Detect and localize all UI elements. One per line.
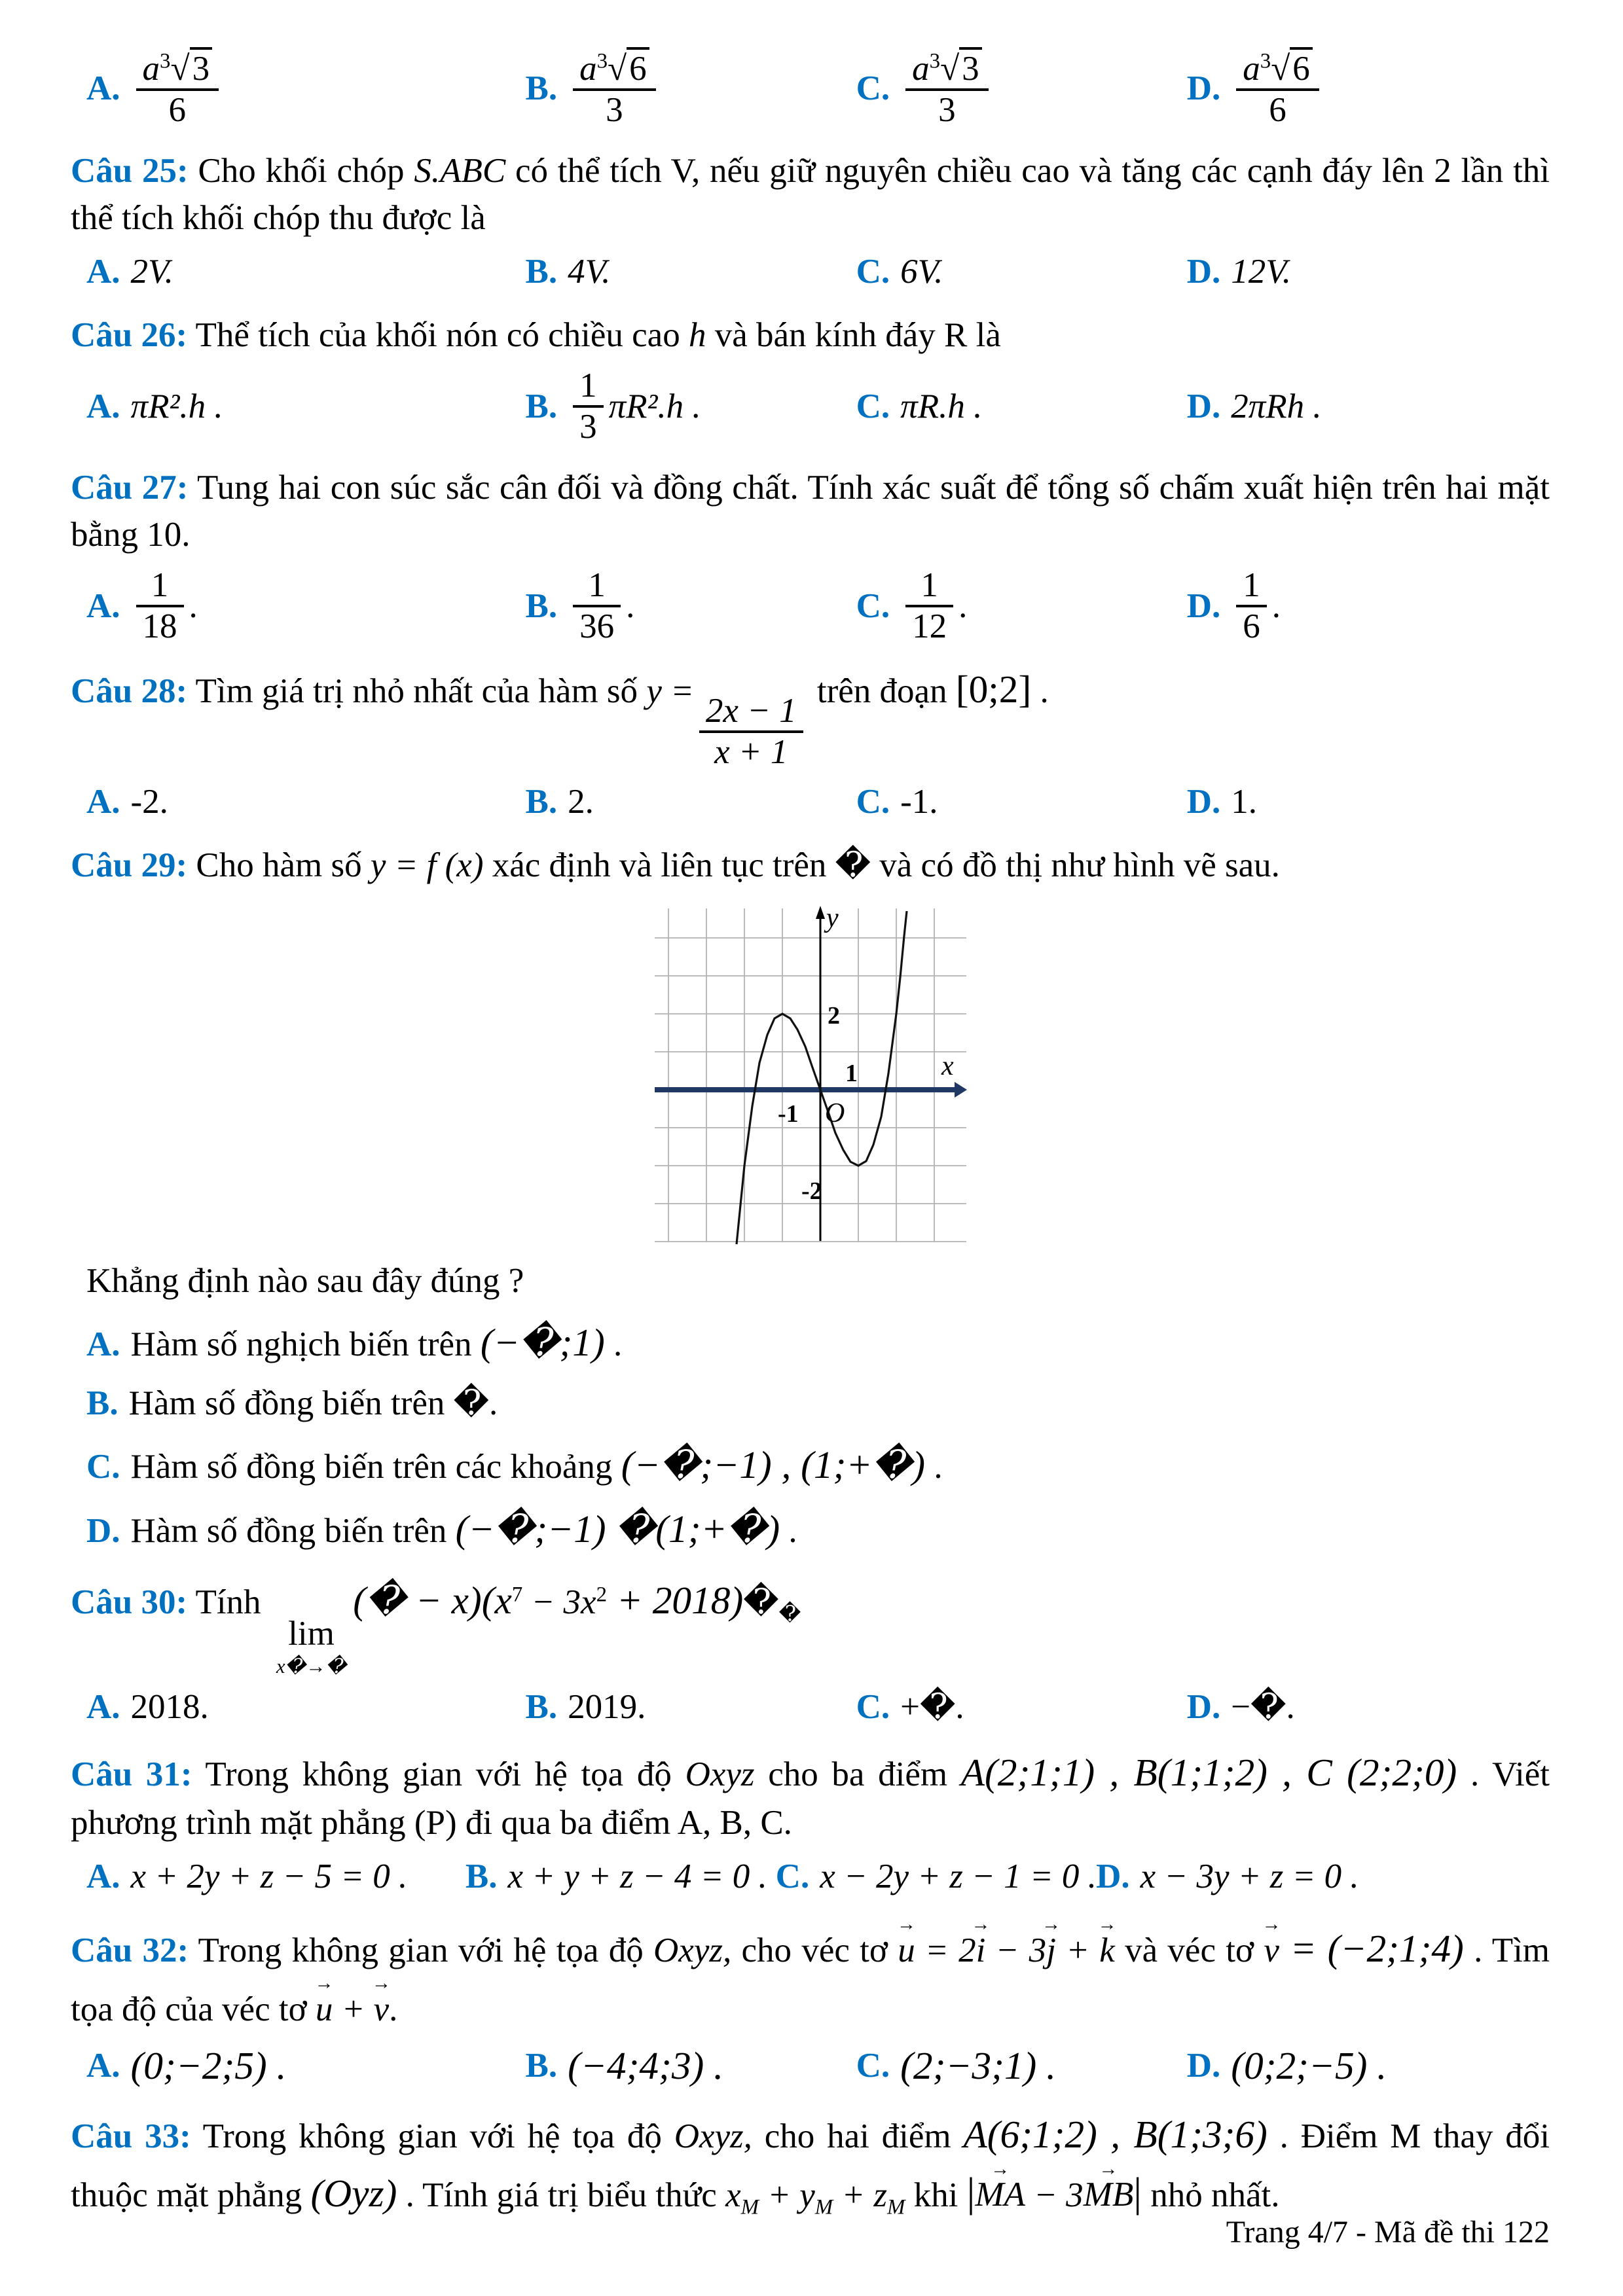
math-run: + [1055,1931,1100,1970]
option-letter: A. [86,1687,120,1726]
math-run: [0;2] [955,668,1032,711]
text-run: Cho hàm số [196,846,371,885]
option-text: Hàm số nghịch biến trên [130,1325,481,1364]
option-c [856,780,1187,825]
option-text: 12V. [1231,252,1292,291]
question-text [71,1574,1550,1676]
option-d [1187,780,1550,825]
option-text: x + 2y + z − 5 = 0 . [130,1857,408,1896]
option-a [86,1685,526,1730]
option-a [86,249,526,295]
subscript: M [740,2195,759,2219]
fraction-numerator: 1 [1236,566,1267,607]
option-text: -2. [130,783,168,821]
option-text: (0;2;−5) . [1231,2043,1387,2087]
question-label: Câu 25: [71,151,189,190]
fraction [136,566,184,647]
text-run: Trong không gian với hệ tọa độ [202,2117,674,2155]
math-run: A(6;1;2) , B(1;3;6) [963,2112,1267,2156]
variable: a [912,50,930,88]
options-row [71,2041,1550,2091]
text-run: khi [905,2176,967,2214]
options-row [71,367,1550,447]
vector-MB: → MB [1084,2171,1134,2218]
option-end: . [626,586,635,625]
option-d [1096,1854,1550,1899]
question-25 [71,147,1550,295]
fraction [573,367,604,447]
fraction-denominator: 6 [1269,91,1286,130]
option-text: 2018. [130,1687,209,1726]
exponent: 3 [160,49,171,73]
question-29 [71,842,1550,1557]
question-text [71,663,1550,772]
math-run: y = f (x) [370,846,484,885]
option-end: . [1271,586,1281,625]
option-d [1187,47,1550,130]
option-letter: C. [775,1857,810,1896]
option-c [856,566,1187,647]
vector-u: → u [898,1927,915,1974]
fraction [1236,47,1319,130]
math-run: (Oyz) [310,2171,397,2215]
variable: a [1243,50,1260,88]
option-c [71,1437,1550,1493]
text-run: và véc tơ [1114,1931,1264,1970]
option-b [71,1378,1550,1429]
option-letter: A. [86,586,120,625]
question-text [71,312,1550,359]
option-c [856,2041,1187,2091]
math-run: = (−2;1;4) [1279,1927,1464,1971]
option-text: x − 2y + z − 1 = 0 . [820,1857,1097,1896]
fraction-numerator [136,47,219,91]
text-run: . Viết phương trình mặt phẳng (P) đi qua ba điểm A, B, C. [71,1755,1550,1842]
option-b [526,249,856,295]
option-letter: B. [525,387,558,425]
question-label: Câu 33: [71,2117,191,2155]
sub-question [71,1256,1550,1306]
option-end: . [958,586,968,625]
option-letter: A. [86,252,120,291]
fraction [573,47,656,130]
fraction-numerator [573,47,656,91]
math-run: S.ABC [414,151,506,190]
text-run: xác định và liên tục trên [483,846,835,885]
origin-label: O [824,1098,845,1129]
option-text: πR².h . [608,387,701,425]
math-run: y = [646,672,694,711]
fraction-numerator: 2x − 1 [699,692,803,733]
text-run: Khẳng định nào sau đây đúng ? [86,1262,524,1300]
option-b [526,780,856,825]
option-b [526,566,856,647]
subscript: M [887,2195,905,2219]
option-end: . [189,586,198,625]
radicand: 6 [627,47,649,88]
symbol-run: � [453,1384,490,1423]
subscript: M [814,2195,833,2219]
option-d [1187,384,1550,429]
option-a [86,47,526,130]
text-run: nhỏ nhất. [1141,2176,1280,2214]
option-d [1187,2041,1550,2091]
question-30 [71,1574,1550,1729]
limit-word: lim [288,1614,335,1653]
question-28 [71,663,1550,825]
fraction-denominator: 18 [142,607,177,646]
text-run: Tính [195,1583,270,1622]
math-run: + y [758,2176,815,2214]
option-text: x + y + z − 4 = 0 . [507,1857,767,1896]
vector-i: → i [976,1927,986,1974]
option-letter: B. [525,2046,558,2085]
option-letter: C. [856,69,890,107]
option-text: -1. [900,783,938,821]
fraction-denominator: 36 [579,607,615,646]
text-run: Cho khối chóp [198,151,414,190]
radicand: 6 [1290,47,1313,88]
option-c [776,1854,1096,1899]
x-axis-label: x [941,1051,954,1082]
tick-label-2: 2 [827,1002,840,1030]
option-letter: C. [856,586,890,625]
radicand: 3 [959,47,982,88]
option-letter: A. [86,2046,120,2085]
math-run: − 3 [985,1931,1047,1970]
option-letter: A. [86,387,120,425]
math-run: − 3 [1025,2176,1084,2214]
option-letter: C. [856,783,890,821]
option-text: 2V. [130,252,173,291]
options-row [71,566,1550,647]
variable: a [142,50,160,88]
question-label: Câu 32: [71,1931,189,1970]
option-letter: D. [1186,586,1221,625]
option-d [71,1501,1550,1557]
x-axis-arrow-icon [955,1082,967,1098]
tick-label-minus1: -1 [777,1100,799,1128]
option-letter: A. [86,783,120,821]
option-text: 2019. [568,1687,646,1726]
math-run: (−�;1) [480,1321,605,1365]
text-run: Trong không gian với hệ tọa độ [198,1931,654,1970]
option-letter: D. [1186,69,1221,107]
symbol-run: � [835,846,871,885]
text-run: . [1031,672,1049,711]
option-b [526,367,856,447]
vector-v: → v [374,1986,390,2033]
option-letter: C. [856,2046,890,2085]
options-row [71,249,1550,295]
option-letter: D. [1186,387,1221,425]
option-text: −�. [1231,1687,1295,1726]
fraction-denominator: 3 [606,91,623,130]
option-letter: B. [525,69,558,107]
option-b [526,47,856,130]
option-a [86,566,526,647]
text-run: cho véc tơ [731,1931,898,1970]
text-run: . Điểm M thay đổi thuộc mặt phẳng [71,2117,1550,2214]
math-run: Oxyz, [674,2117,752,2155]
option-letter: C. [856,1687,890,1726]
option-text: 6V. [900,252,943,291]
options-row [71,1854,1550,1899]
math-run: h [688,315,706,354]
option-end: . [780,1512,797,1551]
option-text: Hàm số đồng biến trên [128,1384,454,1423]
option-d [1187,566,1550,647]
option-letter: B. [525,783,558,821]
option-letter: C. [856,252,890,291]
option-letter: A. [86,1857,120,1896]
option-letter: D. [1096,1857,1130,1896]
option-text: πR.h . [900,387,983,425]
text-run: Trong không gian với hệ tọa độ [205,1755,685,1794]
exponent: 3 [929,49,941,73]
vector-MA: → MA [975,2171,1025,2218]
question-label: Câu 30: [71,1583,188,1622]
option-letter: B. [525,586,558,625]
variable: a [579,50,597,88]
question-31 [71,1746,1550,1899]
option-text: (0;−2;5) . [130,2043,287,2087]
exponent: 2 [596,1583,607,1607]
option-letter: D. [1186,783,1221,821]
vector-v: → v [1264,1927,1279,1974]
text-run: và bán kính đáy R là [706,315,1001,354]
option-letter: B. [525,1687,558,1726]
text-run: . Tính giá trị biểu thức [397,2176,726,2214]
option-a [86,384,526,429]
fraction [573,566,621,647]
radical-icon [608,50,649,88]
question-33 [71,2108,1550,2222]
symbol-run: � [743,1583,779,1622]
question-32 [71,1916,1550,2091]
exponent: 3 [596,49,608,73]
fraction [1236,566,1267,647]
math-run: + 2018) [607,1579,744,1623]
fraction-denominator: 3 [938,91,956,130]
option-letter: C. [86,1448,120,1486]
math-run: Oxyz, [653,1931,732,1970]
y-axis-arrow-icon [816,906,825,919]
question-27 [71,464,1550,647]
math-run: x [725,2176,741,2214]
option-a [86,1854,465,1899]
question-text [71,1746,1550,1846]
text-run: trên đoạn [808,672,956,711]
fraction [136,47,219,130]
option-a [71,1314,1550,1371]
radical-icon [940,50,982,88]
exponent: 7 [511,1583,523,1607]
math-run: A(2;1;1) , B(1;1;2) , C (2;2;0) [960,1751,1457,1795]
vector-k: → k [1099,1927,1115,1974]
text-run: Tìm giá trị nhỏ nhất của hàm số [195,672,647,711]
option-letter: A. [86,1325,120,1364]
option-c [856,384,1187,429]
option-text: (2;−3;1) . [900,2043,1056,2087]
fraction [905,566,953,647]
option-text: 1. [1231,783,1257,821]
question-24-options-row [71,47,1550,130]
math-run: − 3x [522,1583,596,1622]
question-label: Câu 29: [71,846,188,885]
question-text [71,147,1550,242]
fraction-denominator: x + 1 [714,732,788,771]
option-b [465,1854,776,1899]
option-letter: D. [1186,1687,1221,1726]
option-end: . [925,1448,943,1486]
fraction-denominator: 6 [168,91,187,130]
limit-subscript: x�→� [276,1655,347,1677]
option-a [86,2041,526,2091]
fraction-numerator [905,47,989,91]
abs-bar: | [1133,2168,1142,2215]
option-a [86,780,526,825]
fraction-denominator: 3 [579,408,597,446]
option-text: 2πRh . [1231,387,1322,425]
option-text: 4V. [568,252,611,291]
option-letter: D. [1186,2046,1221,2085]
option-letter: B. [525,252,558,291]
fraction-denominator: 6 [1243,607,1260,646]
math-run: + z [833,2176,888,2214]
limit-operator [276,1614,347,1677]
question-text [71,2108,1550,2222]
fraction [905,47,989,130]
math-run: Oxyz [685,1755,755,1794]
option-letter: D. [86,1512,120,1551]
fraction-denominator: 12 [912,607,947,646]
symbol-sub: � [778,1602,801,1626]
option-b [526,2041,856,2091]
math-run: = 2 [915,1931,976,1970]
option-text: Hàm số đồng biến trên [130,1512,456,1551]
text-run: Tung hai con súc sắc cân đối và đồng chất. Tính xác suất để tổng số chấm xuất hiện trên hai mặt bằng 10. [71,468,1550,554]
math-run: (−�;−1) �(1;+�) [455,1507,780,1551]
option-letter: B. [86,1384,119,1423]
text-run: cho hai điểm [752,2117,964,2155]
question-text [71,464,1550,558]
options-row [71,780,1550,825]
fraction-numerator: 1 [905,566,953,607]
option-text: Hàm số đồng biến trên các khoảng [130,1448,621,1486]
question-label: Câu 27: [71,468,189,507]
text-run: cho ba điểm [754,1755,961,1794]
math-run: (−�;−1) , (1;+�) [621,1443,926,1487]
math-run: (� − x)(x [353,1579,512,1623]
text-run: Thể tích của khối nón có chiều cao [195,315,689,354]
option-d [1187,249,1550,295]
question-label: Câu 28: [71,672,188,711]
fraction-numerator [1236,47,1319,91]
question-text [71,1916,1550,2033]
abs-bar: | [966,2168,976,2215]
question-26 [71,312,1550,447]
option-c [856,1685,1187,1730]
question-text [71,842,1550,889]
radical-icon [1271,50,1313,88]
option-letter: C. [856,387,890,425]
option-letter: A. [86,69,120,107]
fraction-numerator: 1 [573,566,621,607]
vector-j: → j [1046,1927,1056,1974]
radicand: 3 [190,47,213,88]
option-text: x − 3y + z = 0 . [1140,1857,1359,1896]
question-label: Câu 26: [71,315,188,354]
tick-label-minus2: -2 [801,1177,822,1206]
fraction-numerator: 1 [573,367,604,408]
option-end: . [489,1384,498,1423]
fraction-numerator: 1 [136,566,184,607]
option-b [526,1685,856,1730]
option-text: (−4;4;3) . [568,2043,723,2087]
option-text: +�. [900,1687,964,1726]
page-footer: Trang 4/7 - Mã đề thi 122 [1226,2215,1550,2250]
math-run: + [333,1990,374,2028]
option-end: . [604,1325,623,1364]
radical-icon [170,50,212,88]
function-graph-figure [71,903,1550,1247]
tick-label-1: 1 [845,1060,858,1088]
option-text: πR².h . [130,387,223,425]
question-label: Câu 31: [71,1755,192,1794]
exponent: 3 [1260,49,1271,73]
option-text: 2. [568,783,594,821]
option-c [856,249,1187,295]
function-graph [653,903,968,1247]
text-run: có thể tích V, nếu giữ nguyên chiều cao và tăng các cạnh đáy lên 2 lần thì thể tích khối chóp thu được là [71,151,1550,237]
option-c [856,47,1187,130]
y-axis-label: y [826,903,839,934]
option-d [1187,1685,1550,1730]
option-letter: D. [1186,252,1221,291]
option-letter: B. [465,1857,498,1896]
vector-u: → u [316,1986,333,2033]
fraction [699,692,803,772]
options-row [71,1685,1550,1730]
text-run: . Tìm tọa độ của véc tơ [71,1931,1550,2028]
text-run: . [389,1990,398,2028]
text-run: và có đồ thị như hình vẽ sau. [871,846,1280,885]
